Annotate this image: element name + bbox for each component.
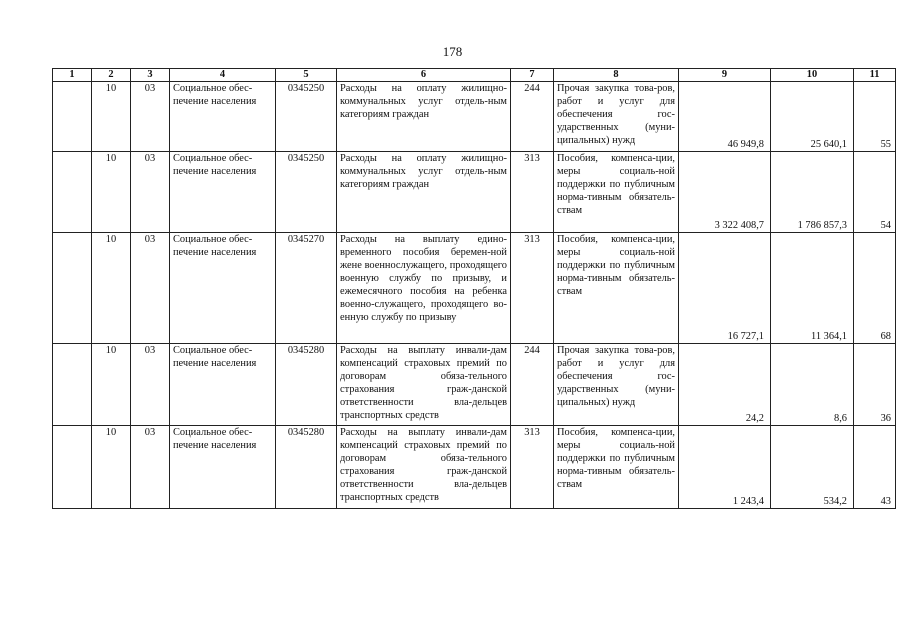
cell-expense-code: 244: [511, 82, 554, 152]
cell-col1: [53, 152, 92, 233]
header-cell-1: 1: [53, 69, 92, 82]
cell-percent: 68: [854, 233, 896, 344]
cell-section: 10: [92, 233, 131, 344]
cell-amount-actual: 11 364,1: [771, 233, 854, 344]
header-cell-7: 7: [511, 69, 554, 82]
cell-percent: 43: [854, 426, 896, 509]
cell-amount-actual: 1 786 857,3: [771, 152, 854, 233]
header-cell-8: 8: [554, 69, 679, 82]
cell-amount-actual: 25 640,1: [771, 82, 854, 152]
cell-section: 10: [92, 82, 131, 152]
cell-target-name: Расходы на оплату жилищно-коммунальных услуг отдель-ным категориям граждан: [337, 82, 511, 152]
header-cell-5: 5: [276, 69, 337, 82]
cell-percent: 54: [854, 152, 896, 233]
cell-amount-plan: 16 727,1: [679, 233, 771, 344]
cell-target-code: 0345250: [276, 152, 337, 233]
cell-target-code: 0345270: [276, 233, 337, 344]
table-row: [53, 82, 896, 152]
cell-col1: [53, 233, 92, 344]
header-row: [53, 69, 896, 82]
cell-expense-name: Прочая закупка това-ров, работ и услуг для обеспечения гос-ударственных (муни-ципальных) нужд: [554, 344, 679, 426]
cell-expense-name: Пособия, компенса-ции, меры социаль-ной поддержки по публичным норма-тивным обязатель-ствам: [554, 233, 679, 344]
table-row: [53, 152, 896, 233]
cell-percent: 55: [854, 82, 896, 152]
cell-section-name: Социальное обес-печение населения: [170, 426, 276, 509]
cell-amount-plan: 24,2: [679, 344, 771, 426]
cell-target-name: Расходы на выплату едино-временного пособия беремен-ной жене военнослужащего, проходящего военную службу по призыву, и ежемесячного пособия на ребенка военно-служащего, проходящего во-енную службу по призыву: [337, 233, 511, 344]
cell-col1: [53, 344, 92, 426]
cell-subsection: 03: [131, 152, 170, 233]
cell-amount-plan: 46 949,8: [679, 82, 771, 152]
cell-target-code: 0345250: [276, 82, 337, 152]
cell-section: 10: [92, 152, 131, 233]
header-cell-10: 10: [771, 69, 854, 82]
budget-table: [52, 68, 896, 509]
header-cell-4: 4: [170, 69, 276, 82]
cell-expense-code: 313: [511, 233, 554, 344]
header-cell-9: 9: [679, 69, 771, 82]
table-row: [53, 344, 896, 426]
header-cell-6: 6: [337, 69, 511, 82]
cell-target-code: 0345280: [276, 344, 337, 426]
header-cell-11: 11: [854, 69, 896, 82]
table-row: [53, 426, 896, 509]
cell-expense-name: Пособия, компенса-ции, меры социаль-ной поддержки по публичным норма-тивным обязатель-ствам: [554, 152, 679, 233]
table-row: [53, 233, 896, 344]
cell-col1: [53, 82, 92, 152]
cell-amount-plan: 3 322 408,7: [679, 152, 771, 233]
cell-section-name: Социальное обес-печение населения: [170, 233, 276, 344]
cell-amount-actual: 8,6: [771, 344, 854, 426]
header-cell-3: 3: [131, 69, 170, 82]
cell-amount-actual: 534,2: [771, 426, 854, 509]
cell-subsection: 03: [131, 82, 170, 152]
cell-section-name: Социальное обес-печение населения: [170, 82, 276, 152]
cell-target-name: Расходы на выплату инвали-дам компенсаций страховых премий по договорам обяза-тельного страхования граж-данской ответственности вла-дельцев транспортных средств: [337, 344, 511, 426]
cell-target-code: 0345280: [276, 426, 337, 509]
cell-section: 10: [92, 344, 131, 426]
cell-expense-code: 313: [511, 152, 554, 233]
cell-section: 10: [92, 426, 131, 509]
cell-section-name: Социальное обес-печение населения: [170, 152, 276, 233]
cell-target-name: Расходы на выплату инвали-дам компенсаций страховых премий по договорам обяза-тельного страхования граж-данской ответственности вла-дельцев транспортных средств: [337, 426, 511, 509]
cell-subsection: 03: [131, 233, 170, 344]
cell-expense-name: Пособия, компенса-ции, меры социаль-ной поддержки по публичным норма-тивным обязатель-ствам: [554, 426, 679, 509]
cell-expense-name: Прочая закупка това-ров, работ и услуг для обеспечения гос-ударственных (муни-ципальных) нужд: [554, 82, 679, 152]
cell-percent: 36: [854, 344, 896, 426]
cell-section-name: Социальное обес-печение населения: [170, 344, 276, 426]
page-number: 178: [442, 44, 463, 59]
cell-amount-plan: 1 243,4: [679, 426, 771, 509]
header-cell-2: 2: [92, 69, 131, 82]
cell-subsection: 03: [131, 426, 170, 509]
cell-target-name: Расходы на оплату жилищно-коммунальных услуг отдель-ным категориям граждан: [337, 152, 511, 233]
cell-col1: [53, 426, 92, 509]
cell-subsection: 03: [131, 344, 170, 426]
cell-expense-code: 313: [511, 426, 554, 509]
cell-expense-code: 244: [511, 344, 554, 426]
